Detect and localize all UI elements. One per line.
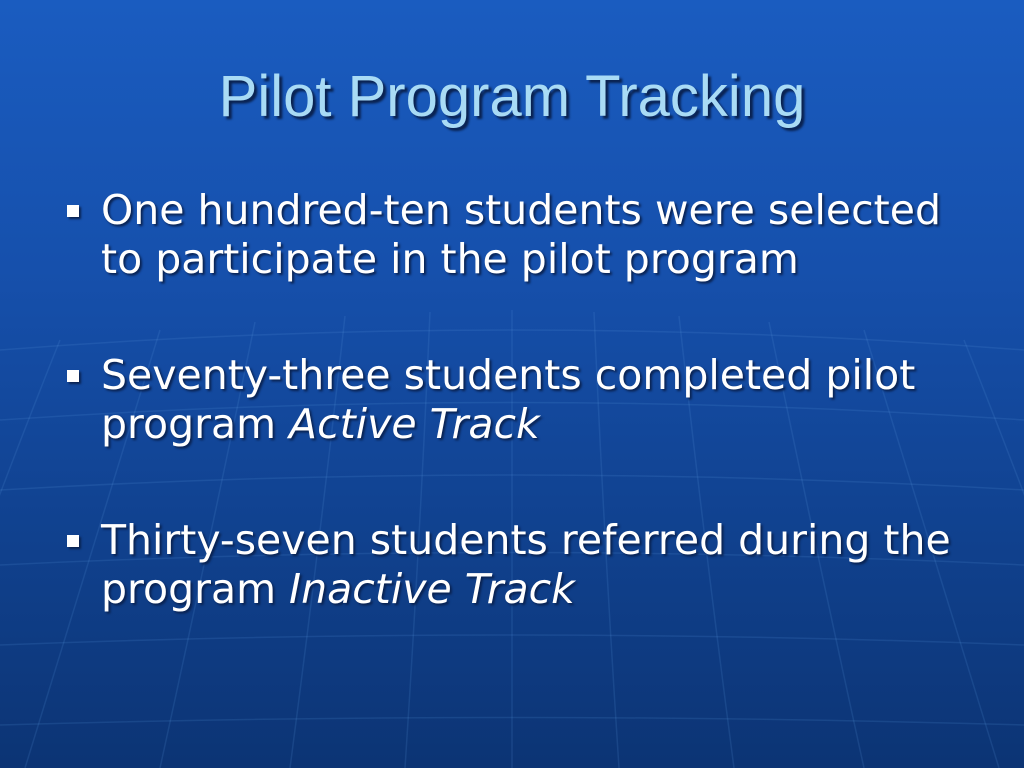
- square-bullet-icon: [67, 370, 79, 382]
- bullet-emphasis: Active Track: [289, 400, 540, 448]
- slide-title: Pilot Program Tracking: [218, 64, 806, 129]
- bullet-list: [60, 186, 980, 614]
- square-bullet-icon: [67, 535, 79, 547]
- bullet-item: [60, 351, 980, 449]
- bullet-text: Thirty-seven students referred during the program: [101, 516, 951, 613]
- bullet-emphasis: Inactive Track: [289, 565, 575, 613]
- square-bullet-icon: [67, 205, 79, 217]
- bullet-item: [60, 516, 980, 614]
- bullet-item: [60, 186, 980, 284]
- bullet-text: Seventy-three students completed pilot program: [101, 351, 916, 448]
- bullet-text: One hundred-ten students were selected to participate in the pilot program: [101, 186, 941, 283]
